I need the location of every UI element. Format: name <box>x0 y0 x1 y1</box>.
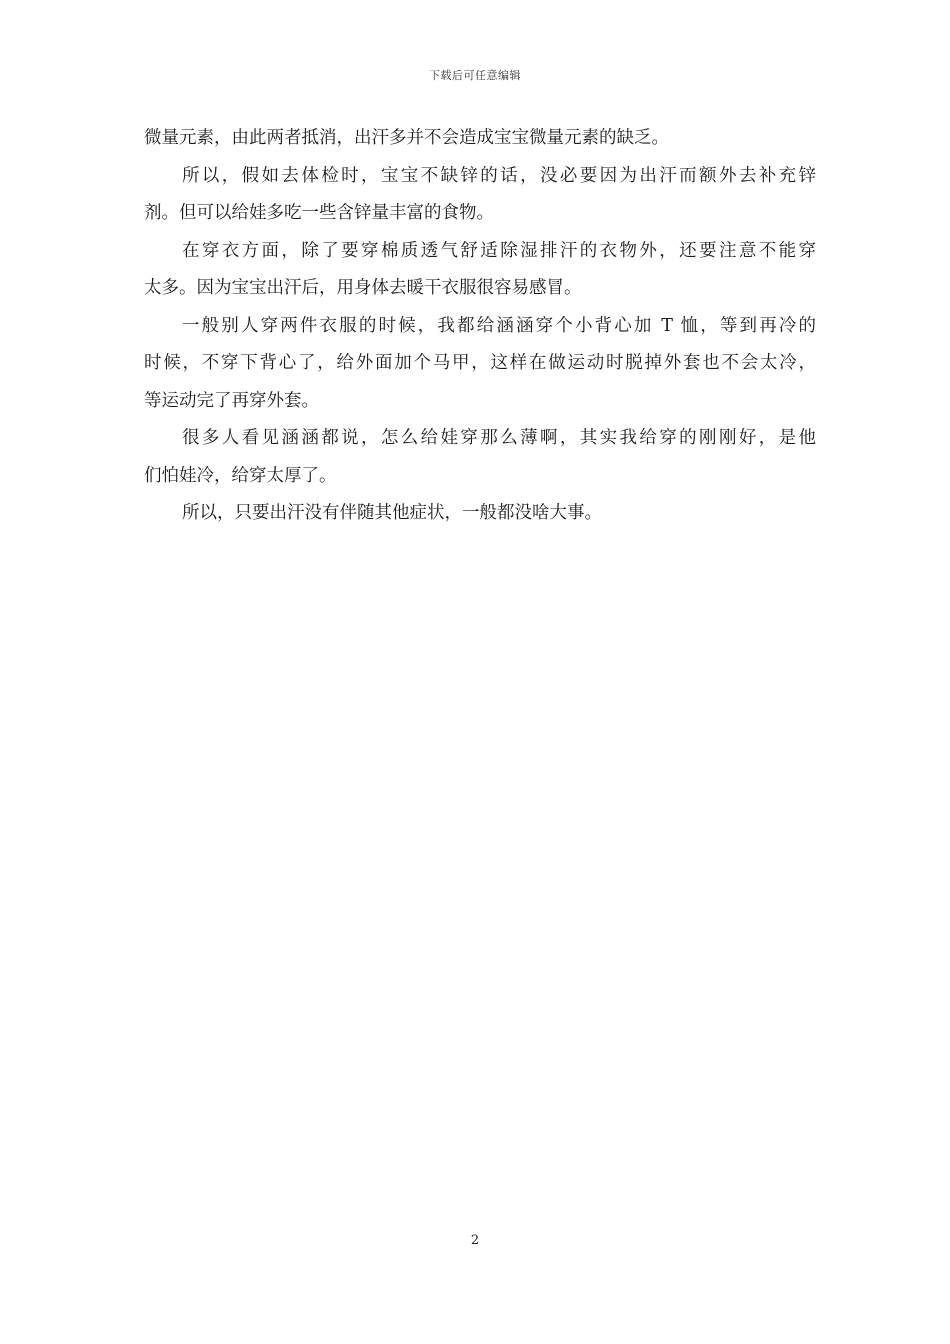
paragraph-line: 们怕娃冷，给穿太厚了。 <box>144 465 337 486</box>
paragraph-layers <box>144 308 816 421</box>
paragraph-line: 很多人看见涵涵都说，怎么给娃穿那么薄啊，其实我给穿的刚刚好，是他 <box>182 428 816 448</box>
paragraph-line: 一般别人穿两件衣服的时候，我都给涵涵穿个小背心加 T 恤，等到再冷的 <box>182 315 816 336</box>
paragraph-thin-clothes <box>144 420 816 495</box>
paragraph-trace-elements <box>144 120 816 158</box>
document-body <box>144 120 816 533</box>
paragraph-clothing <box>144 233 816 308</box>
paragraph-line: 剂。但可以给娃多吃一些含锌量丰富的食物。 <box>144 203 494 223</box>
paragraph-conclusion <box>144 495 816 533</box>
paragraph-line: 等运动完了再穿外套。 <box>144 390 319 411</box>
paragraph-line: 微量元素，由此两者抵消，出汗多并不会造成宝宝微量元素的缺乏。 <box>144 128 669 148</box>
page-header: 下载后可任意编辑 <box>429 69 521 82</box>
paragraph-line: 所以，假如去体检时，宝宝不缺锌的话，没必要因为出汗而额外去补充锌 <box>182 165 816 186</box>
paragraph-line: 太多。因为宝宝出汗后，用身体去暖干衣服很容易感冒。 <box>144 278 582 298</box>
paragraph-line: 时候，不穿下背心了，给外面加个马甲，这样在做运动时脱掉外套也不会太冷， <box>144 353 816 373</box>
page-number: 2 <box>470 1233 480 1248</box>
paragraph-line: 在穿衣方面，除了要穿棉质透气舒适除湿排汗的衣物外，还要注意不能穿 <box>182 240 816 261</box>
paragraph-line: 所以，只要出汗没有伴随其他症状，一般都没啥大事。 <box>182 503 602 523</box>
paragraph-zinc-checkup <box>144 158 816 233</box>
